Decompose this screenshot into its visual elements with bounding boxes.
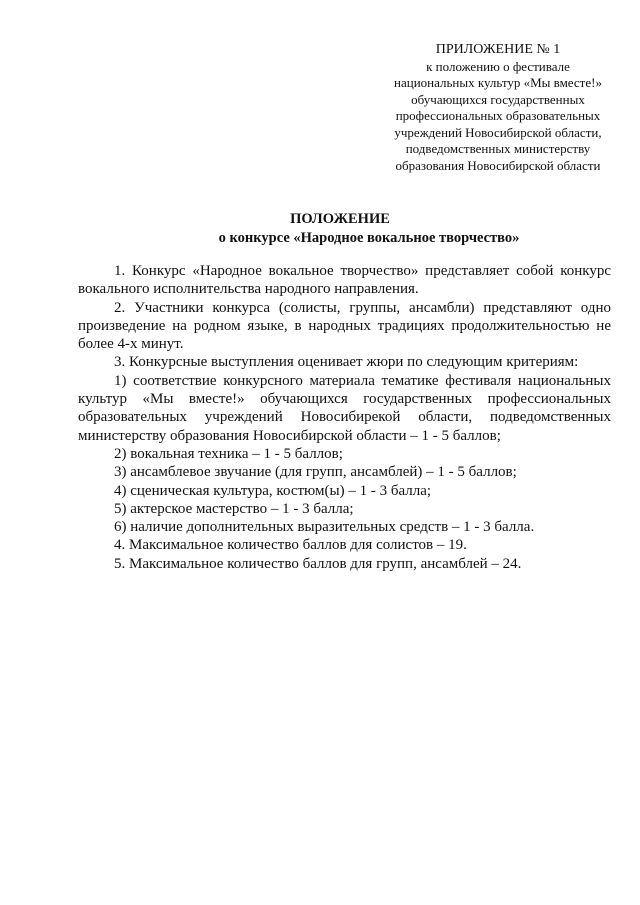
appendix-line: к положению о фестивале	[426, 58, 570, 74]
paragraph-2: 2. Участники конкурса (солисты, группы, ансамбли) представляют одно произведение на родном языке, в народных традициях продолжительностью не более 4-х минут.	[78, 299, 611, 353]
paragraph-3: 3. Конкурсные выступления оценивает жюри по следующим критериям:	[114, 354, 579, 371]
criterion-1: 1) соответствие конкурсного материала тематике фестиваля национальных культур «Мы вместе!» обучающихся государственных профессиональных образовательных учреждений Новосибирекой области, подведомственных министерству образования Новосибирской области – 1 - 5 баллов;	[78, 372, 611, 444]
document-body	[78, 262, 611, 573]
appendix-title: ПРИЛОЖЕНИЕ № 1	[435, 42, 561, 57]
criterion-3: 3) ансамблевое звучание (для групп, ансамблей) – 1 - 5 баллов;	[114, 464, 517, 481]
appendix-line: образования Новосибирской области	[395, 157, 601, 173]
appendix-line: учреждений Новосибирской области,	[394, 124, 602, 140]
criterion-2: 2) вокальная техника – 1 - 5 баллов;	[114, 445, 343, 462]
criterion-5: 5) актерское мастерство – 1 - 3 балла;	[114, 500, 354, 517]
appendix-line: профессиональных образовательных	[395, 108, 601, 123]
paragraph-5: 5. Максимальное количество баллов для групп, ансамблей – 24.	[114, 555, 522, 572]
document-heading	[0, 210, 640, 247]
criterion-4: 4) сценическая культура, костюм(ы) – 1 - 3 балла;	[114, 482, 432, 499]
criterion-6: 6) наличие дополнительных выразительных средств – 1 - 3 балла.	[114, 519, 535, 536]
appendix-line: национальных культур «Мы вместе!»	[394, 75, 602, 90]
paragraph-1: 1. Конкурс «Народное вокальное творчество» представляет собой конкурс вокального исполнительства народного направления.	[78, 263, 611, 298]
appendix-header	[380, 42, 616, 174]
paragraph-4: 4. Максимальное количество баллов для солистов – 19.	[114, 537, 467, 554]
heading-title: ПОЛОЖЕНИЕ	[290, 211, 390, 227]
heading-subtitle: о конкурсе «Народное вокальное творчество»	[218, 230, 520, 246]
appendix-line: подведомственных министерству	[405, 141, 591, 156]
appendix-line: обучающихся государственных	[411, 91, 585, 107]
